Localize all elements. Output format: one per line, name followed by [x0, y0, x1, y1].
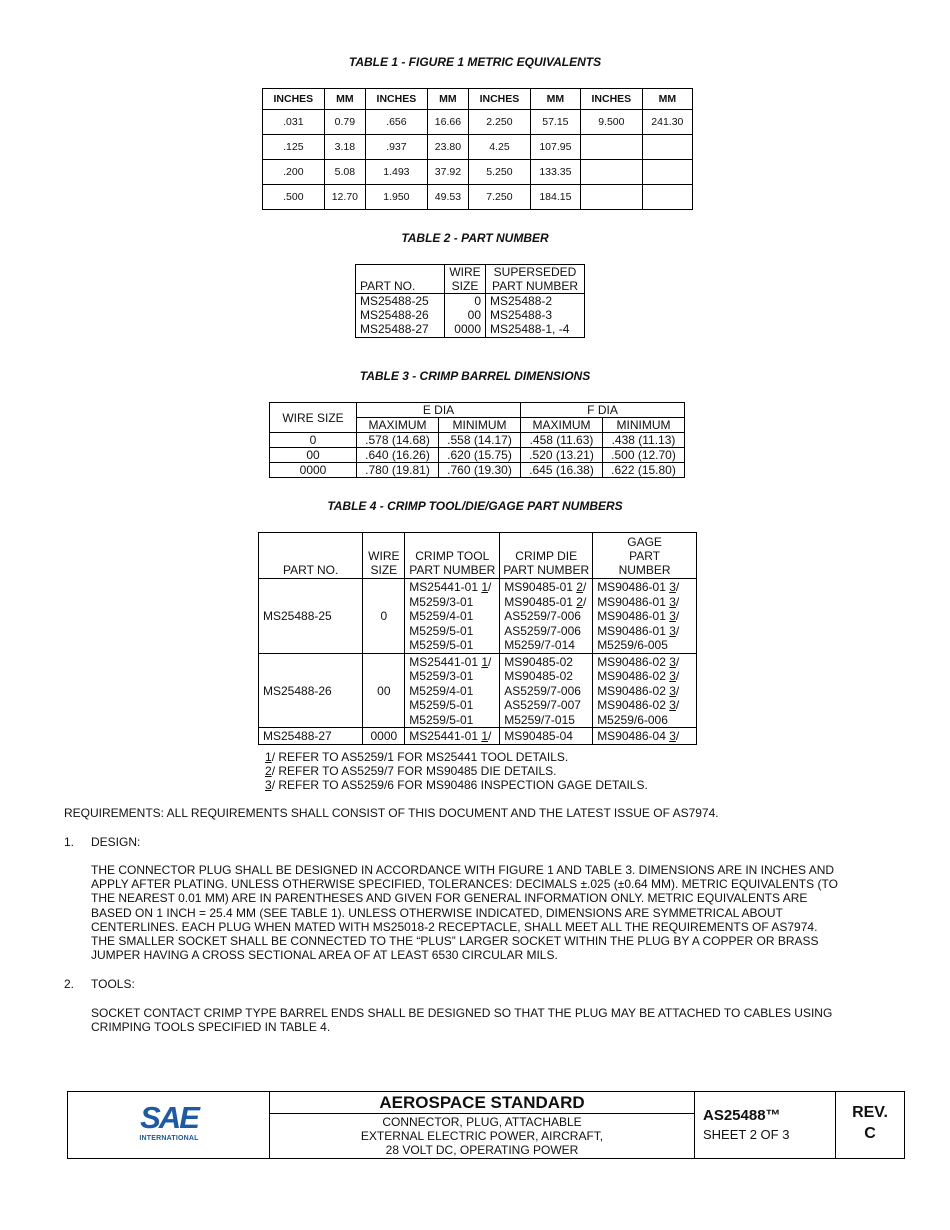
- item-text: AS5259/7-006: [504, 683, 581, 698]
- table-cell: [642, 135, 692, 160]
- wire-size-cell: 0000: [363, 728, 405, 745]
- item-text: M5259/7-015: [504, 712, 575, 727]
- item-text: MS90485-01: [504, 594, 577, 609]
- t4-header-crimp-tool: CRIMP TOOL PART NUMBER: [405, 533, 500, 579]
- section-1-body: [91, 863, 838, 962]
- footnote-slash: /: [675, 623, 680, 638]
- table-cell: .500: [263, 185, 325, 210]
- table-row: [259, 579, 697, 654]
- item-text: M5259/4-01: [409, 683, 474, 698]
- part-number-cell: MS25488-27: [259, 728, 363, 745]
- list-item: [409, 684, 495, 699]
- document-number: AS25488™: [703, 1107, 781, 1124]
- list-item: [504, 580, 588, 595]
- item-text: M5259/6-005: [597, 638, 668, 652]
- list-item: [409, 609, 495, 624]
- table-cell: 00: [445, 308, 486, 322]
- sae-logo-cell: [68, 1092, 270, 1158]
- table-row: [263, 160, 693, 185]
- table-cell: .645 (16.38): [521, 463, 603, 478]
- t3-header-e-max: MAXIMUM: [357, 418, 439, 433]
- footnote: [265, 750, 648, 764]
- list-item: [597, 729, 692, 744]
- list-item: [504, 595, 588, 610]
- table-cell: .578 (14.68): [357, 433, 439, 448]
- footnote-text: / REFER TO AS5259/1 FOR MS25441 TOOL DETAILS.: [271, 750, 569, 764]
- item-text: M5259/3-01: [409, 594, 474, 609]
- table4-footnotes: [265, 750, 648, 792]
- paragraph-line: JUMPER HAVING A CROSS SECTIONAL AREA OF AT LEAST 6530 CIRCULAR MILS.: [91, 948, 558, 963]
- table-cell: 4.25: [469, 135, 531, 160]
- list-item: [409, 729, 495, 744]
- list-item: [504, 698, 588, 713]
- footnote-ref: 3: [669, 669, 676, 683]
- table-row: [356, 308, 585, 322]
- table-cell: [581, 135, 643, 160]
- table-cell: .458 (11.63): [521, 433, 603, 448]
- table-cell: 9.500: [581, 110, 643, 135]
- table2-part-number: [355, 264, 585, 338]
- t4-header-wire-size: WIRE SIZE: [363, 533, 405, 579]
- table-cell: 1.493: [366, 160, 428, 185]
- list-item: [597, 609, 692, 624]
- paragraph-line: SOCKET CONTACT CRIMP TYPE BARREL ENDS SHALL BE DESIGNED SO THAT THE PLUG MAY BE ATTACHED TO CABLES USING: [91, 1006, 833, 1020]
- list-item: [409, 655, 495, 670]
- footnote-ref: 1: [481, 729, 489, 743]
- list-item: [597, 684, 692, 699]
- table-cell: .656: [366, 110, 428, 135]
- sheet-number: SHEET 2 OF 3: [703, 1127, 790, 1142]
- standard-title: AEROSPACE STANDARD: [270, 1092, 694, 1114]
- footnote-ref: 3: [669, 729, 676, 743]
- section-2-body: [91, 1006, 832, 1034]
- footnote-ref: 3: [669, 580, 676, 594]
- table-cell: [642, 160, 692, 185]
- tools-cell: [405, 728, 500, 745]
- table2-caption: TABLE 2 - PART NUMBER: [401, 231, 549, 245]
- table-row: [270, 448, 685, 463]
- item-text: M5259/5-01: [409, 623, 474, 638]
- item-text: AS5259/7-006: [504, 609, 581, 623]
- footnote-slash: /: [488, 729, 492, 743]
- table-cell: .200: [263, 160, 325, 185]
- list-item: [504, 609, 588, 624]
- footnote: [265, 764, 648, 778]
- table-row: [263, 135, 693, 160]
- footnote-text: / REFER TO AS5259/6 FOR MS90486 INSPECTION GAGE DETAILS.: [271, 778, 648, 792]
- item-text: M5259/5-01: [409, 712, 474, 727]
- footnote-slash: /: [675, 669, 680, 683]
- footnote-ref: 3: [669, 683, 676, 698]
- item-text: MS90485-01: [504, 580, 577, 594]
- table-cell: MS25488-27: [356, 322, 445, 338]
- list-item: [409, 713, 495, 728]
- table-cell: 23.80: [427, 135, 468, 160]
- paragraph-line: APPLY AFTER PLATING. UNLESS OTHERWISE SPECIFIED, TOLERANCES: DECIMALS ±.025 (±0.64 MM). METRIC EQUIVALENTS (TO: [91, 877, 838, 892]
- revision-cell: [836, 1092, 904, 1158]
- table-row: [356, 294, 585, 309]
- part-number-cell: MS25488-26: [259, 653, 363, 728]
- t1-header-inches: INCHES: [469, 89, 531, 110]
- table-row: [270, 463, 685, 478]
- list-item: [409, 624, 495, 639]
- table-cell: 107.95: [530, 135, 580, 160]
- table-cell: 1.950: [366, 185, 428, 210]
- footnote: [265, 778, 648, 792]
- table-cell: 5.08: [324, 160, 365, 185]
- table-cell: .500 (12.70): [603, 448, 685, 463]
- list-item: [597, 713, 692, 728]
- table-cell: MS25488-1, -4: [486, 322, 585, 338]
- table1-caption: TABLE 1 - FIGURE 1 METRIC EQUIVALENTS: [348, 55, 602, 69]
- item-text: MS90486-02: [597, 669, 670, 683]
- table-cell: .438 (11.13): [603, 433, 685, 448]
- footnote-slash: /: [675, 594, 680, 609]
- table-row: [263, 110, 693, 135]
- wire-size-cell: 00: [363, 653, 405, 728]
- sae-logo-subtitle: INTERNATIONAL: [139, 1135, 199, 1142]
- t4-header-part-no: PART NO.: [259, 533, 363, 579]
- list-item: [504, 655, 588, 670]
- item-text: M5259/5-01: [409, 638, 474, 652]
- t1-header-mm: MM: [642, 89, 692, 110]
- list-item: [409, 580, 495, 595]
- part-number-cell: MS25488-25: [259, 579, 363, 654]
- t2-header-part-no: PART NO.: [356, 265, 445, 294]
- list-item: [504, 624, 588, 639]
- document-title: [270, 1115, 694, 1157]
- paragraph-line: CENTERLINES. EACH PLUG WHEN MATED WITH MS25018-2 RECEPTACLE, SHALL MEET ALL THE REQUIREMENTS OF AS7974.: [91, 919, 818, 934]
- list-item: [409, 595, 495, 610]
- footnote-ref: 3: [669, 594, 676, 609]
- footnote-slash: /: [582, 594, 587, 609]
- table-row: [259, 728, 697, 745]
- t1-header-mm: MM: [427, 89, 468, 110]
- table-cell: 0.79: [324, 110, 365, 135]
- footnote-ref: 2: [576, 580, 583, 594]
- item-text: MS90486-02: [597, 683, 670, 698]
- table-cell: [642, 185, 692, 210]
- footnote-ref: 3: [669, 654, 676, 669]
- document-title-line: EXTERNAL ELECTRIC POWER, AIRCRAFT,: [360, 1129, 604, 1143]
- paragraph-line: THE CONNECTOR PLUG SHALL BE DESIGNED IN ACCORDANCE WITH FIGURE 1 AND TABLE 3. DIMENSIONS ARE IN INCHES AND: [91, 863, 835, 877]
- t4-header-gage: GAGE PART NUMBER: [593, 533, 697, 579]
- t3-header-wire-size: WIRE SIZE: [270, 403, 357, 433]
- t3-header-f-min: MINIMUM: [603, 418, 685, 433]
- table-cell: 184.15: [530, 185, 580, 210]
- t3-header-f-dia: F DIA: [521, 403, 685, 418]
- footnote-slash: /: [488, 654, 492, 669]
- list-item: [409, 638, 495, 653]
- table-cell: MS25488-26: [356, 308, 445, 322]
- requirements-statement: REQUIREMENTS: ALL REQUIREMENTS SHALL CONSIST OF THIS DOCUMENT AND THE LATEST ISSUE OF AS7974.: [64, 806, 719, 820]
- footnote-ref: 3: [669, 609, 676, 623]
- t1-header-inches: INCHES: [263, 89, 325, 110]
- dies-cell: [500, 579, 593, 654]
- title-cell: [270, 1092, 695, 1158]
- table-cell: .558 (14.17): [439, 433, 521, 448]
- list-item: [597, 580, 692, 595]
- section-1-title: DESIGN:: [91, 835, 141, 849]
- list-item: [597, 638, 692, 653]
- section-2-title: TOOLS:: [91, 977, 135, 991]
- table-cell: 0000: [270, 463, 357, 478]
- footnote-slash: /: [488, 580, 492, 594]
- item-text: MS25441-01: [409, 654, 482, 669]
- footnote-mark: 1: [265, 750, 272, 764]
- item-text: M5259/3-01: [409, 669, 474, 683]
- t1-header-inches: INCHES: [581, 89, 643, 110]
- footnote-ref: 3: [669, 623, 676, 638]
- revision-label: REV.: [852, 1104, 888, 1121]
- table-cell: 5.250: [469, 160, 531, 185]
- dies-cell: [500, 653, 593, 728]
- table-cell: 241.30: [642, 110, 692, 135]
- table-cell: 0: [445, 294, 486, 309]
- t2-header-superseded: SUPERSEDED PART NUMBER: [486, 265, 585, 294]
- section-1-number: 1.: [64, 835, 75, 849]
- table-row: [263, 185, 693, 210]
- item-text: MS90486-01: [597, 580, 670, 594]
- item-text: MS90486-04: [597, 729, 670, 743]
- footnote-slash: /: [675, 683, 680, 698]
- item-text: AS5259/7-007: [504, 698, 581, 712]
- list-item: [504, 684, 588, 699]
- document-title-line: 28 VOLT DC, OPERATING POWER: [385, 1143, 579, 1157]
- footnote-slash: /: [582, 580, 587, 594]
- list-item: [409, 698, 495, 713]
- table-cell: .640 (16.26): [357, 448, 439, 463]
- table-cell: .031: [263, 110, 325, 135]
- item-text: MS90486-01: [597, 623, 670, 638]
- footnote-ref: 3: [669, 698, 676, 712]
- table-cell: 3.18: [324, 135, 365, 160]
- footnote-ref: 2: [576, 594, 583, 609]
- item-text: MS90485-02: [504, 669, 573, 683]
- list-item: [597, 669, 692, 684]
- table-row: [356, 322, 585, 338]
- paragraph-line: THE SMALLER SOCKET SHALL BE CONNECTED TO THE “PLUS” LARGER SOCKET WITHIN THE PLUG BY A COPPER OR BRASS: [91, 934, 819, 949]
- item-text: MS90485-02: [504, 654, 573, 669]
- item-text: MS90486-02: [597, 698, 670, 712]
- list-item: [409, 669, 495, 684]
- table-cell: 57.15: [530, 110, 580, 135]
- document-title-line: CONNECTOR, PLUG, ATTACHABLE: [382, 1115, 582, 1129]
- dies-cell: [500, 728, 593, 745]
- wire-size-cell: 0: [363, 579, 405, 654]
- table-cell: .620 (15.75): [439, 448, 521, 463]
- doc-number-cell: [695, 1092, 836, 1158]
- t3-header-e-dia: E DIA: [357, 403, 521, 418]
- gages-cell: [593, 653, 697, 728]
- table-cell: [581, 185, 643, 210]
- table-row: [270, 433, 685, 448]
- table-cell: .125: [263, 135, 325, 160]
- table-cell: 0: [270, 433, 357, 448]
- gages-cell: [593, 579, 697, 654]
- paragraph-line: THE NEAREST 0.01 MM) ARE IN PARENTHESES AND GIVEN FOR GENERAL INFORMATION ONLY. METRIC EQUIVALENTS ARE: [91, 891, 808, 906]
- t1-header-mm: MM: [530, 89, 580, 110]
- table-cell: [581, 160, 643, 185]
- t1-header-inches: INCHES: [366, 89, 428, 110]
- item-text: M5259/5-01: [409, 698, 474, 712]
- item-text: M5259/4-01: [409, 609, 474, 623]
- item-text: MS90486-01: [597, 609, 670, 623]
- table-cell: .520 (13.21): [521, 448, 603, 463]
- table-cell: 37.92: [427, 160, 468, 185]
- list-item: [597, 655, 692, 670]
- paragraph-line: CRIMPING TOOLS SPECIFIED IN TABLE 4.: [91, 1020, 331, 1035]
- gages-cell: [593, 728, 697, 745]
- table-cell: 133.35: [530, 160, 580, 185]
- item-text: MS90486-02: [597, 654, 670, 669]
- item-text: M5259/6-006: [597, 712, 668, 727]
- list-item: [504, 669, 588, 684]
- footnote-ref: 1: [481, 654, 489, 669]
- table-cell: 49.53: [427, 185, 468, 210]
- item-text: MS25441-01: [409, 729, 482, 743]
- table3-crimp-barrel-dimensions: [269, 402, 685, 478]
- table-cell: MS25488-2: [486, 294, 585, 309]
- sae-logo-mark: SAE: [140, 1100, 198, 1135]
- footnote-ref: 1: [481, 580, 489, 594]
- list-item: [597, 595, 692, 610]
- footnote-slash: /: [675, 698, 680, 712]
- tools-cell: [405, 579, 500, 654]
- t2-header-wire-size: WIRE SIZE: [445, 265, 486, 294]
- table-cell: 12.70: [324, 185, 365, 210]
- t3-header-f-max: MAXIMUM: [521, 418, 603, 433]
- footnote-mark: 3: [265, 778, 272, 792]
- list-item: [504, 713, 588, 728]
- t4-header-crimp-die: CRIMP DIE PART NUMBER: [500, 533, 593, 579]
- list-item: [504, 638, 588, 653]
- item-text: AS5259/7-006: [504, 623, 581, 638]
- title-block: [67, 1091, 905, 1159]
- item-text: MS90486-01: [597, 594, 670, 609]
- list-item: [597, 698, 692, 713]
- table-cell: 7.250: [469, 185, 531, 210]
- list-item: [504, 729, 588, 744]
- table-cell: MS25488-3: [486, 308, 585, 322]
- table-cell: 16.66: [427, 110, 468, 135]
- table3-caption: TABLE 3 - CRIMP BARREL DIMENSIONS: [359, 369, 591, 383]
- table-cell: .760 (19.30): [439, 463, 521, 478]
- list-item: [597, 624, 692, 639]
- tools-cell: [405, 653, 500, 728]
- paragraph-line: BASED ON 1 INCH = 25.4 MM (SEE TABLE 1). UNLESS OTHERWISE INDICATED, DIMENSIONS ARE SYMMETRICAL ABOUT: [91, 905, 783, 920]
- t1-header-mm: MM: [324, 89, 365, 110]
- item-text: MS25441-01: [409, 580, 482, 594]
- footnote-slash: /: [675, 654, 680, 669]
- table1-metric-equivalents: [262, 88, 693, 210]
- table-cell: 0000: [445, 322, 486, 338]
- footnote-slash: /: [675, 580, 680, 594]
- table-cell: .622 (15.80): [603, 463, 685, 478]
- table-cell: .780 (19.81): [357, 463, 439, 478]
- item-text: M5259/7-014: [504, 638, 575, 652]
- table-cell: MS25488-25: [356, 294, 445, 309]
- section-2-number: 2.: [64, 977, 75, 991]
- sae-logo: [135, 1102, 203, 1142]
- item-text: MS90485-04: [504, 729, 573, 743]
- table4-crimp-tool-die-gage: [258, 532, 697, 745]
- table4-caption: TABLE 4 - CRIMP TOOL/DIE/GAGE PART NUMBERS: [327, 499, 623, 513]
- footnote-slash: /: [675, 729, 680, 743]
- table-cell: 2.250: [469, 110, 531, 135]
- t3-header-e-min: MINIMUM: [439, 418, 521, 433]
- table-cell: 00: [270, 448, 357, 463]
- footnote-slash: /: [675, 609, 680, 623]
- footnote-text: / REFER TO AS5259/7 FOR MS90485 DIE DETAILS.: [271, 764, 557, 778]
- footnote-mark: 2: [265, 764, 272, 778]
- table-cell: .937: [366, 135, 428, 160]
- table-row: [259, 653, 697, 728]
- revision-value: C: [864, 1125, 876, 1142]
